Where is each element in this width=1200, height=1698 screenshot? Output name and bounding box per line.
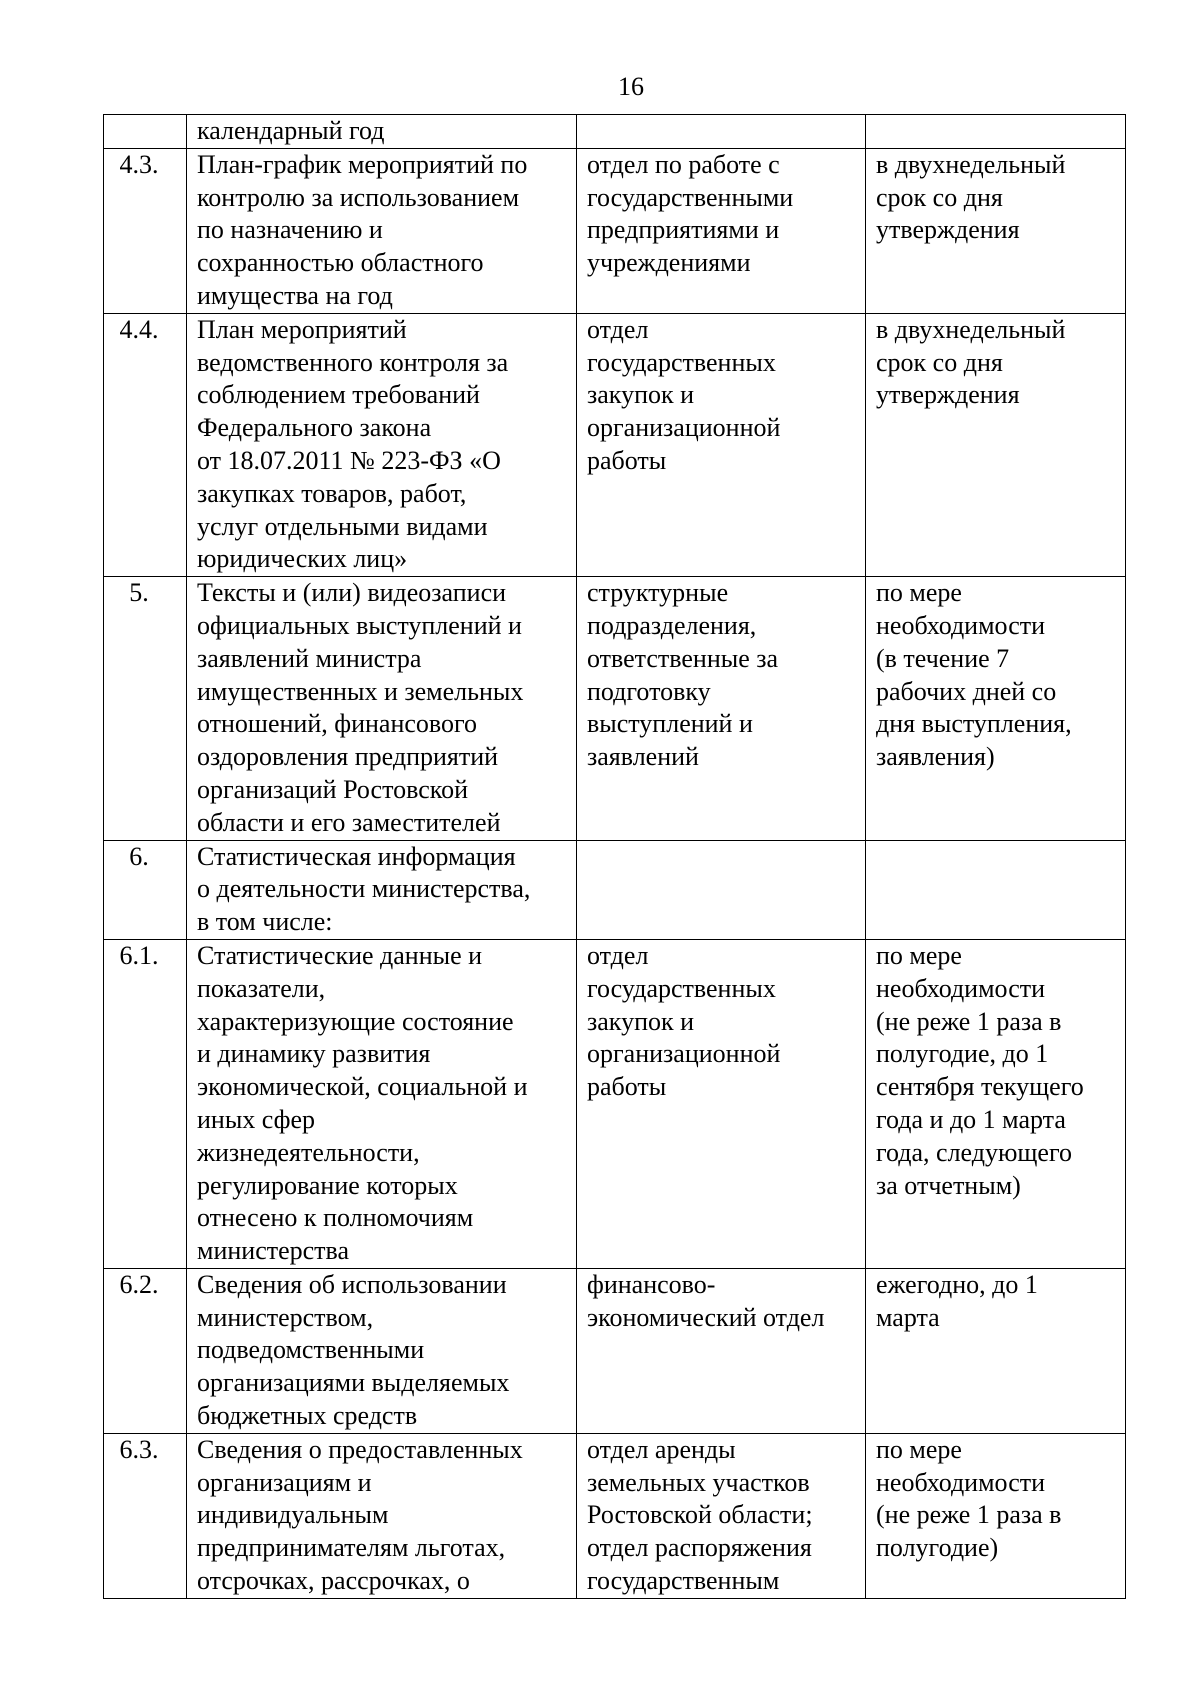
row-number xyxy=(104,115,187,149)
table-row xyxy=(104,1433,1126,1598)
deadline-cell: по мере необходимости (не реже 1 раза в полугодие, до 1 сентября текущего года и до 1 марта года, следующего за отчетным) xyxy=(866,939,1126,1268)
table-row xyxy=(104,148,1126,313)
row-number: 5. xyxy=(104,577,187,840)
row-number: 6. xyxy=(104,840,187,939)
info-name-cell: План мероприятий ведомственного контроля за соблюдением требований Федерального закона от 18.07.2011 № 223-ФЗ «О закупках товаров, работ, услуг отдельными видами юридических лиц» xyxy=(187,313,577,576)
table-row xyxy=(104,840,1126,939)
info-name-cell: Сведения об использовании министерством, подведомственными организациями выделяемых бюджетных средств xyxy=(187,1268,577,1433)
row-number: 6.3. xyxy=(104,1433,187,1598)
table-row xyxy=(104,115,1126,149)
table-row xyxy=(104,939,1126,1268)
info-name-cell: Тексты и (или) видеозаписи официальных выступлений и заявлений министра имущественных и земельных отношений, финансового оздоровления предприятий организаций Ростовской области и его заместителей xyxy=(187,577,577,840)
deadline-cell: ежегодно, до 1 марта xyxy=(866,1268,1126,1433)
deadline-cell xyxy=(866,840,1126,939)
responsible-cell xyxy=(577,115,866,149)
table-row xyxy=(104,313,1126,576)
info-name-cell: Статистические данные и показатели, характеризующие состояние и динамику развития экономической, социальной и иных сфер жизнедеятельности, регулирование которых отнесено к полномочиям министерства xyxy=(187,939,577,1268)
row-number: 6.2. xyxy=(104,1268,187,1433)
row-number: 6.1. xyxy=(104,939,187,1268)
responsible-cell: финансово- экономический отдел xyxy=(577,1268,866,1433)
info-name-cell: Статистическая информация о деятельности министерства, в том числе: xyxy=(187,840,577,939)
row-number: 4.3. xyxy=(104,148,187,313)
deadline-cell: по мере необходимости (не реже 1 раза в полугодие) xyxy=(866,1433,1126,1598)
deadline-cell: в двухнедельный срок со дня утверждения xyxy=(866,313,1126,576)
responsible-cell: отдел государственных закупок и организационной работы xyxy=(577,313,866,576)
deadline-cell: в двухнедельный срок со дня утверждения xyxy=(866,148,1126,313)
disclosure-table xyxy=(103,114,1126,1599)
table-row xyxy=(104,577,1126,840)
responsible-cell xyxy=(577,840,866,939)
page-number: 16 xyxy=(618,72,644,101)
info-name-cell: Сведения о предоставленных организациям и индивидуальным предпринимателям льготах, отсрочках, рассрочках, о xyxy=(187,1433,577,1598)
deadline-cell xyxy=(866,115,1126,149)
table-row xyxy=(104,1268,1126,1433)
info-name-cell: План-график мероприятий по контролю за использованием по назначению и сохранностью областного имущества на год xyxy=(187,148,577,313)
responsible-cell: отдел аренды земельных участков Ростовской области; отдел распоряжения государственным xyxy=(577,1433,866,1598)
responsible-cell: отдел государственных закупок и организационной работы xyxy=(577,939,866,1268)
responsible-cell: структурные подразделения, ответственные за подготовку выступлений и заявлений xyxy=(577,577,866,840)
responsible-cell: отдел по работе с государственными предприятиями и учреждениями xyxy=(577,148,866,313)
deadline-cell: по мере необходимости (в течение 7 рабочих дней со дня выступления, заявления) xyxy=(866,577,1126,840)
info-name-cell: календарный год xyxy=(187,115,577,149)
row-number: 4.4. xyxy=(104,313,187,576)
